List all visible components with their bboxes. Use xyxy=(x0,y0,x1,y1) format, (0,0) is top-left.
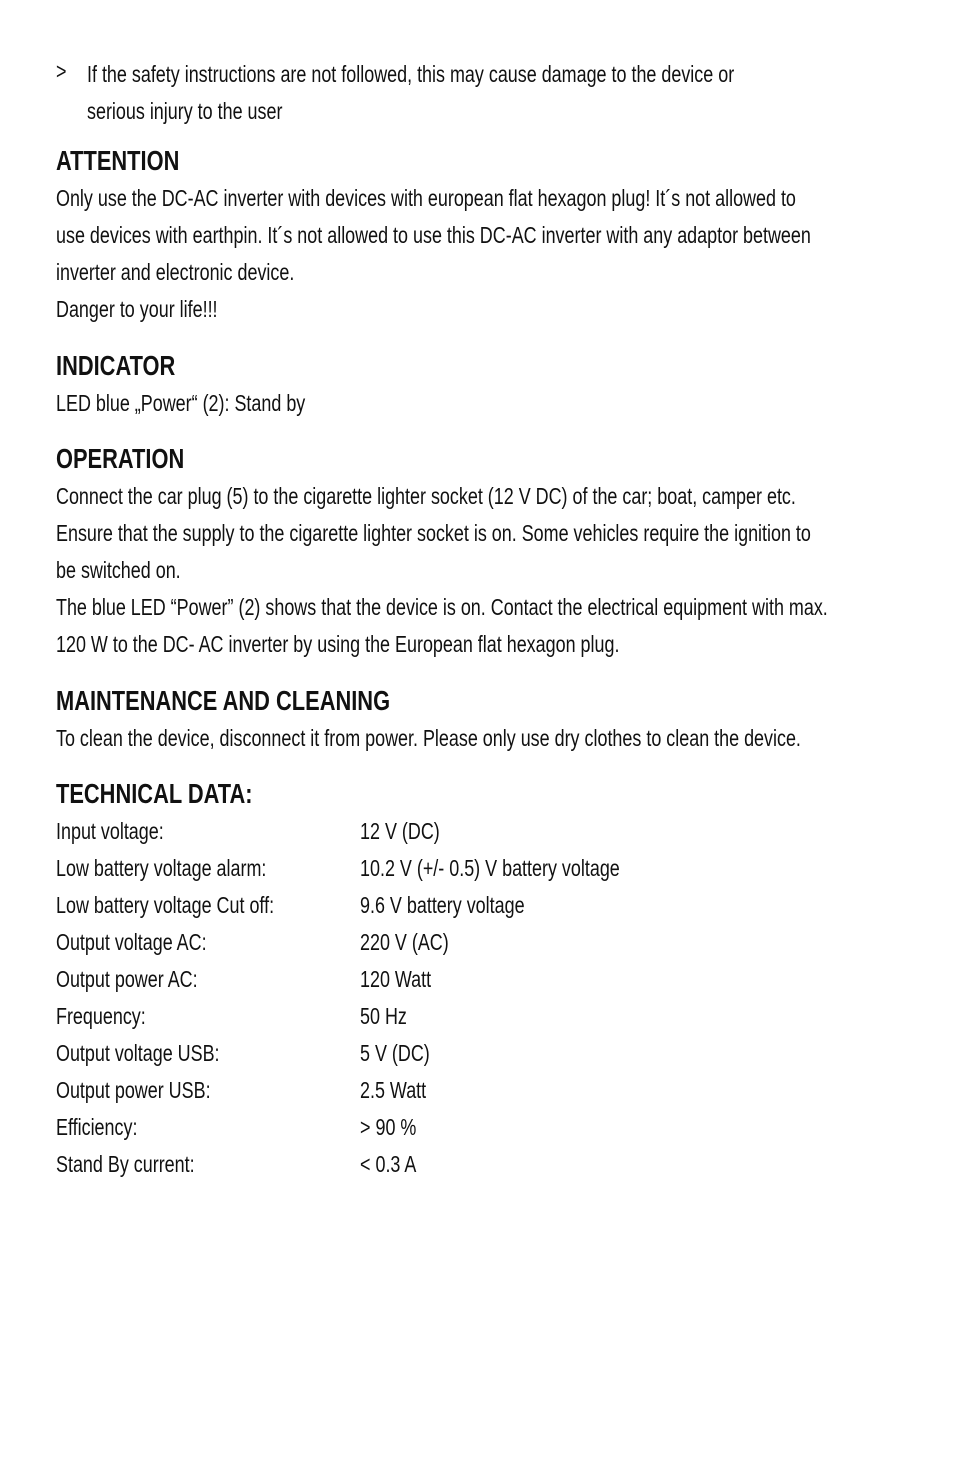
spec-row xyxy=(56,1035,916,1072)
spec-value: 10.2 V (+/- 0.5) V battery voltage xyxy=(360,855,620,881)
indicator-section xyxy=(56,347,916,422)
attention-section xyxy=(56,142,916,328)
spec-label: Output power AC: xyxy=(56,966,198,992)
spec-value: < 0.3 A xyxy=(360,1151,417,1177)
safety-note xyxy=(56,50,916,126)
spec-label: Efficiency: xyxy=(56,1114,138,1140)
spec-value: 50 Hz xyxy=(360,1003,407,1029)
text-line: LED blue „Power“ (2): Stand by xyxy=(56,390,306,416)
spec-value: 5 V (DC) xyxy=(360,1040,430,1066)
spec-row xyxy=(56,1109,916,1146)
text-line: use devices with earthpin. It´s not allowed to use this DC-AC inverter with any adaptor between xyxy=(56,222,811,248)
spec-label: Low battery voltage Cut off: xyxy=(56,892,275,918)
safety-note-text xyxy=(87,56,734,130)
text-line: serious injury to the user xyxy=(87,98,283,124)
spec-row xyxy=(56,1072,916,1109)
spec-value: 9.6 V battery voltage xyxy=(360,892,525,918)
spec-value: 2.5 Watt xyxy=(360,1077,427,1103)
spec-value: 220 V (AC) xyxy=(360,929,449,955)
maintenance-text xyxy=(56,720,801,757)
text-line: Danger to your life!!! xyxy=(56,296,218,322)
spec-label: Stand By current: xyxy=(56,1151,195,1177)
operation-heading: OPERATION xyxy=(56,443,185,474)
operation-text xyxy=(56,478,828,663)
spec-row xyxy=(56,961,916,998)
text-line: inverter and electronic device. xyxy=(56,259,295,285)
spec-label: Output power USB: xyxy=(56,1077,211,1103)
spec-value: 120 Watt xyxy=(360,966,432,992)
spec-label: Input voltage: xyxy=(56,818,164,844)
attention-text xyxy=(56,180,811,328)
spec-label: Frequency: xyxy=(56,1003,146,1029)
spec-row xyxy=(56,813,916,850)
indicator-text xyxy=(56,385,727,422)
spec-row xyxy=(56,924,916,961)
spec-row xyxy=(56,850,916,887)
text-line: be switched on. xyxy=(56,557,181,583)
text-line: Connect the car plug (5) to the cigarette lighter socket (12 V DC) of the car; boat, camper etc. xyxy=(56,483,796,509)
operation-section xyxy=(56,440,916,663)
spec-label: Low battery voltage alarm: xyxy=(56,855,267,881)
text-line: To clean the device, disconnect it from power. Please only use dry clothes to clean the device. xyxy=(56,725,801,751)
text-line: Only use the DC-AC inverter with devices with european flat hexagon plug! It´s not allowed to xyxy=(56,185,796,211)
spec-row xyxy=(56,998,916,1035)
spec-label: Output voltage AC: xyxy=(56,929,207,955)
spec-value: 12 V (DC) xyxy=(360,818,440,844)
spec-label: Output voltage USB: xyxy=(56,1040,220,1066)
technical-data-heading: TECHNICAL DATA: xyxy=(56,778,253,809)
indicator-heading: INDICATOR xyxy=(56,350,176,381)
text-line: Ensure that the supply to the cigarette lighter socket is on. Some vehicles require the ignition to xyxy=(56,520,811,546)
technical-data-section xyxy=(56,775,916,1183)
spec-value: > 90 % xyxy=(360,1114,417,1140)
spec-row xyxy=(56,887,916,924)
text-line: The blue LED “Power” (2) shows that the device is on. Contact the electrical equipment with max. xyxy=(56,594,828,620)
maintenance-heading: MAINTENANCE AND CLEANING xyxy=(56,685,391,716)
maintenance-section xyxy=(56,682,916,757)
text-line: If the safety instructions are not followed, this may cause damage to the device or xyxy=(87,61,735,87)
technical-data-table xyxy=(56,813,916,1183)
attention-heading: ATTENTION xyxy=(56,145,180,176)
bullet-marker: > xyxy=(56,58,67,84)
spec-row xyxy=(56,1146,916,1183)
text-line: 120 W to the DC- AC inverter by using the European flat hexagon plug. xyxy=(56,631,620,657)
manual-page xyxy=(56,50,916,1183)
